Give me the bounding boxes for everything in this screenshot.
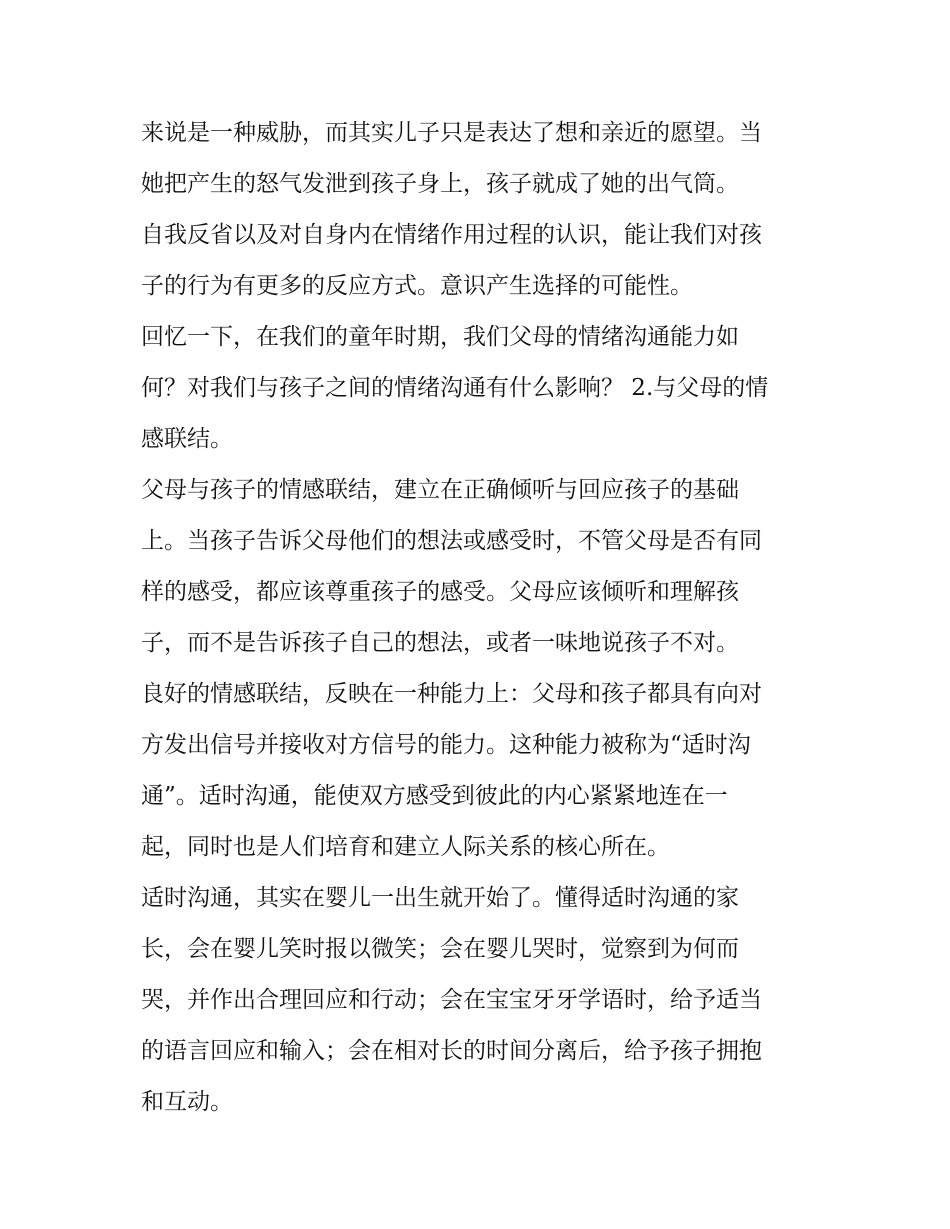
body-text [141, 108, 821, 1128]
text-line: 方发出信号并接收对方信号的能力。这种能力被称为“适时沟 [141, 732, 751, 758]
text-line: 子的行为有更多的反应方式。意识产生选择的可能性。 [141, 273, 693, 299]
text-line: 适时沟通，其实在婴儿一出生就开始了。懂得适时沟通的家 [141, 885, 739, 911]
text-line: 回忆一下，在我们的童年时期，我们父母的情绪沟通能力如 [141, 324, 739, 350]
text-line: 良好的情感联结，反映在一种能力上：父母和孩子都具有向对 [141, 681, 762, 707]
text-line: 感联结。 [141, 426, 233, 452]
text-line: 起，同时也是人们培育和建立人际关系的核心所在。 [141, 834, 670, 860]
text-line: 何？对我们与孩子之间的情绪沟通有什么影响？ 2.与父母的情 [141, 375, 769, 401]
text-line: 来说是一种威胁，而其实儿子只是表达了想和亲近的愿望。当 [141, 120, 762, 146]
text-line: 自我反省以及对自身内在情绪作用过程的认识，能让我们对孩 [141, 222, 762, 248]
text-line: 长，会在婴儿笑时报以微笑；会在婴儿哭时，觉察到为何而 [141, 936, 739, 962]
text-line: 父母与孩子的情感联结，建立在正确倾听与回应孩子的基础 [141, 477, 739, 503]
text-line: 样的感受，都应该尊重孩子的感受。父母应该倾听和理解孩 [141, 579, 739, 605]
text-line: 的语言回应和输入；会在相对长的时间分离后，给予孩子拥抱 [141, 1038, 762, 1064]
text-line: 通”。适时沟通，能使双方感受到彼此的内心紧紧地连在一 [141, 783, 728, 809]
text-line: 和互动。 [141, 1089, 233, 1115]
text-line: 她把产生的怒气发泄到孩子身上，孩子就成了她的出气筒。 [141, 171, 739, 197]
text-line: 子，而不是告诉孩子自己的想法，或者一味地说孩子不对。 [141, 630, 739, 656]
text-line: 哭，并作出合理回应和行动；会在宝宝牙牙学语时，给予适当 [141, 987, 762, 1013]
text-line: 上。当孩子告诉父母他们的想法或感受时，不管父母是否有同 [141, 528, 762, 554]
